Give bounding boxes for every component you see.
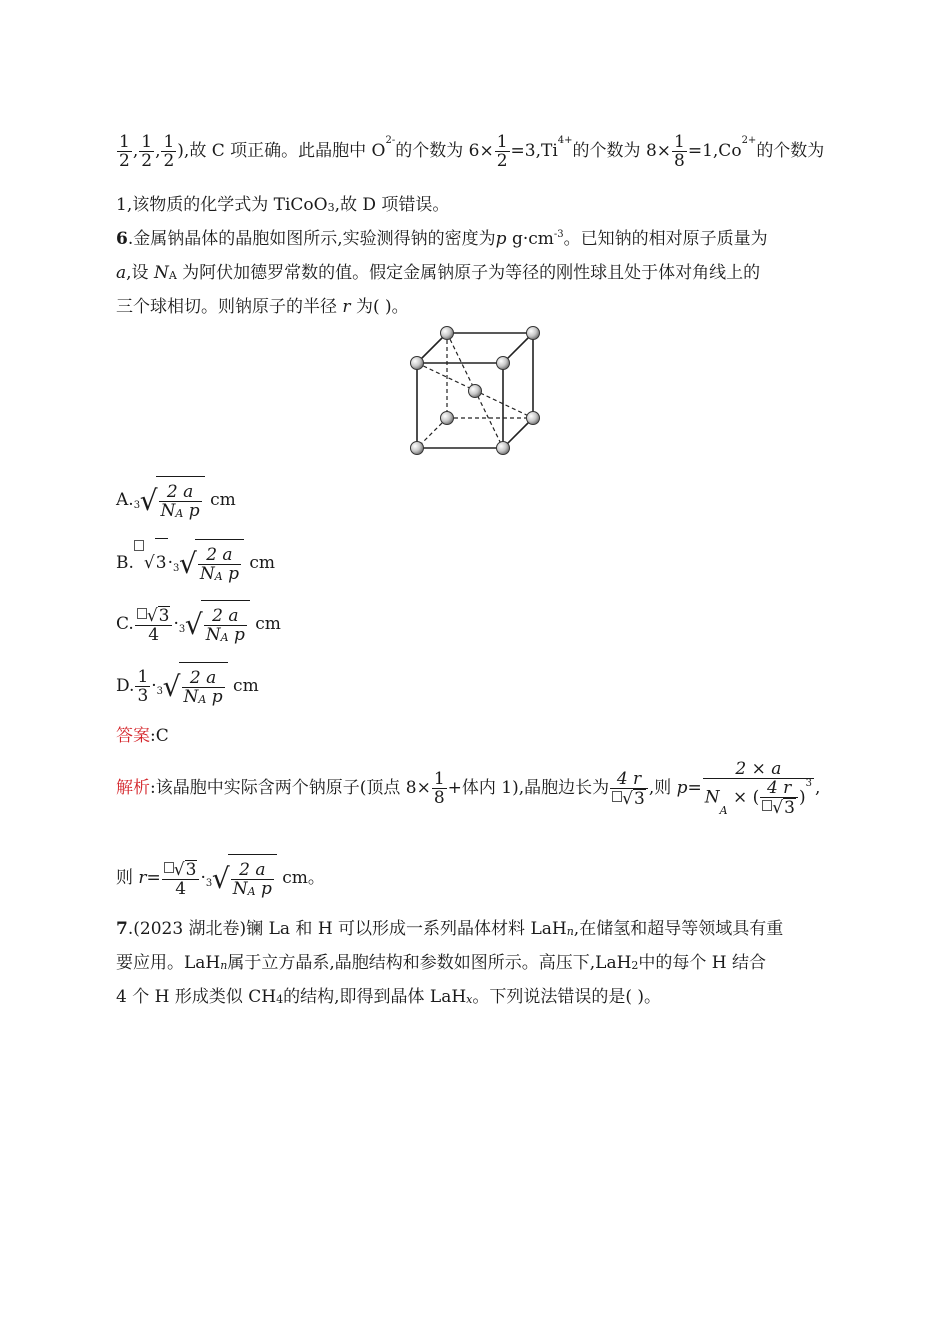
q6-line-3: 三个球相切。则钠原子的半径 r 为( )。 [116,297,409,317]
analysis-line-2: 则 r= $\frac{√3}{4}$ · 3 √ $\frac{2 a}{N_A p}$ cm。 [116,854,325,903]
cube-root: 3 √ $\frac{2 a}{N_A p}$ [134,476,205,525]
fraction-half-2: $\frac{1}{2}$ [141,132,153,171]
option-c[interactable]: C. $\frac{√3}{4}$ · 3 √ $\frac{2 a}{N_A p}$ cm [116,600,281,649]
atom-back-bottom-left [441,412,454,425]
missing-glyph-icon [134,540,144,551]
analysis-line-1: 解析:该晶胞中实际含两个钠原子(顶点 8× $\frac{1}{8}$ +体内 1),晶胞边长为 $\frac{4 r}{√3}$ ,则 p= 2 × a $N_A$ × ( $\frac{4 r}{√3}$ )$^3$ , [116,759,821,818]
atom-front-top-right [497,357,510,370]
cube-root: 3 √ $\frac{2 a}{N_A p}$ [157,662,228,711]
cube-root: 3 √ $\frac{2 a}{N_A p}$ [173,539,244,588]
atom-front-bottom-right [497,442,510,455]
analysis-label: 解析 [116,778,150,798]
missing-glyph-icon [137,608,147,619]
q7-number: 7 [116,919,128,939]
bcc-unit-cell-diagram [400,320,550,460]
fraction-half-3: $\frac{1}{2}$ [163,132,175,171]
atom-back-bottom-right [527,412,540,425]
answer-value: :C [150,726,169,746]
option-d[interactable]: D. $\frac{1}{3}$ · 3 √ $\frac{2 a}{N_A p}$ cm [116,662,259,711]
fraction-density: 2 × a $N_A$ × ( $\frac{4 r}{√3}$ )$^3$ [704,759,812,818]
q6-number: 6 [116,229,128,249]
atom-back-top-left [441,327,454,340]
prev-answer-line-2: 1,该物质的化学式为 TiCoO$_3$,故 D 项错误。 [116,195,450,215]
q6-line-2: a,设 $N_A$ 为阿伏加德罗常数的值。假定金属钠原子为等径的刚性球且处于体对角线上的 [116,263,761,283]
fraction-one-third: $\frac{1}{3}$ [137,667,149,706]
cube-root: 3 √ $\frac{2 a}{N_A p}$ [206,854,277,903]
fraction-half-1: $\frac{1}{2}$ [119,132,130,171]
answer-line [116,724,169,748]
atom-front-top-left [411,357,424,370]
q7-line-3: 4 个 H 形成类似 $CH_4$的结构,即得到晶体 LaH$_x$。下列说法错误的是( )。 [116,987,662,1007]
prev-answer-line-1: $\frac{1}{2}$ , $\frac{1}{2}$ , $\frac{1}{2}$ ),故 C 项正确。此晶胞中 $O^{2-}$的个数为 6× $\frac{1}{2}$ $=3,Ti^{4+}$的个数为 8× $\frac{1}{8}$ $=1,Co^{2+}$的个数为 [119,132,825,171]
fraction-sqrt3-over-4: $\frac{√3}{4}$ [162,860,200,898]
atom-front-bottom-left [411,442,424,455]
q7-line-1: 7.(2023 湖北卷)镧 La 和 H 可以形成一系列晶体材料 LaH$_n$,在储氢和超导等领域具有重 [116,919,784,939]
fraction-eighth: $\frac{1}{8}$ [674,132,685,171]
fraction-edge-length: $\frac{4 r}{√3}$ [610,770,648,808]
answer-label: 答案 [116,726,150,746]
missing-glyph-icon [762,800,772,811]
option-a[interactable]: A. 3 √ $\frac{2 a}{N_A p}$ cm [116,476,236,525]
atom-body-center [469,385,482,398]
q6-line-1: 6.金属钠晶体的晶胞如图所示,实验测得钠的密度为p $g\cdot cm^{-3}$。已知钠的相对原子质量为 [116,229,768,249]
missing-glyph-icon [164,862,174,873]
cube-root: 3 √ $\frac{2 a}{N_A p}$ [179,600,250,649]
fraction-sqrt3-over-4: $\frac{√3}{4}$ [135,606,173,644]
fraction-half-4: $\frac{1}{2}$ [496,132,508,171]
atom-back-top-right [527,327,540,340]
missing-glyph-icon [612,791,622,802]
q7-line-2: 要应用。LaH$_n$属于立方晶系,晶胞结构和参数如图所示。高压下,LaH$_2$中的每个 H 结合 [116,953,767,973]
option-b[interactable]: B. √3· 3 √ $\frac{2 a}{N_A p}$ cm [116,538,275,588]
